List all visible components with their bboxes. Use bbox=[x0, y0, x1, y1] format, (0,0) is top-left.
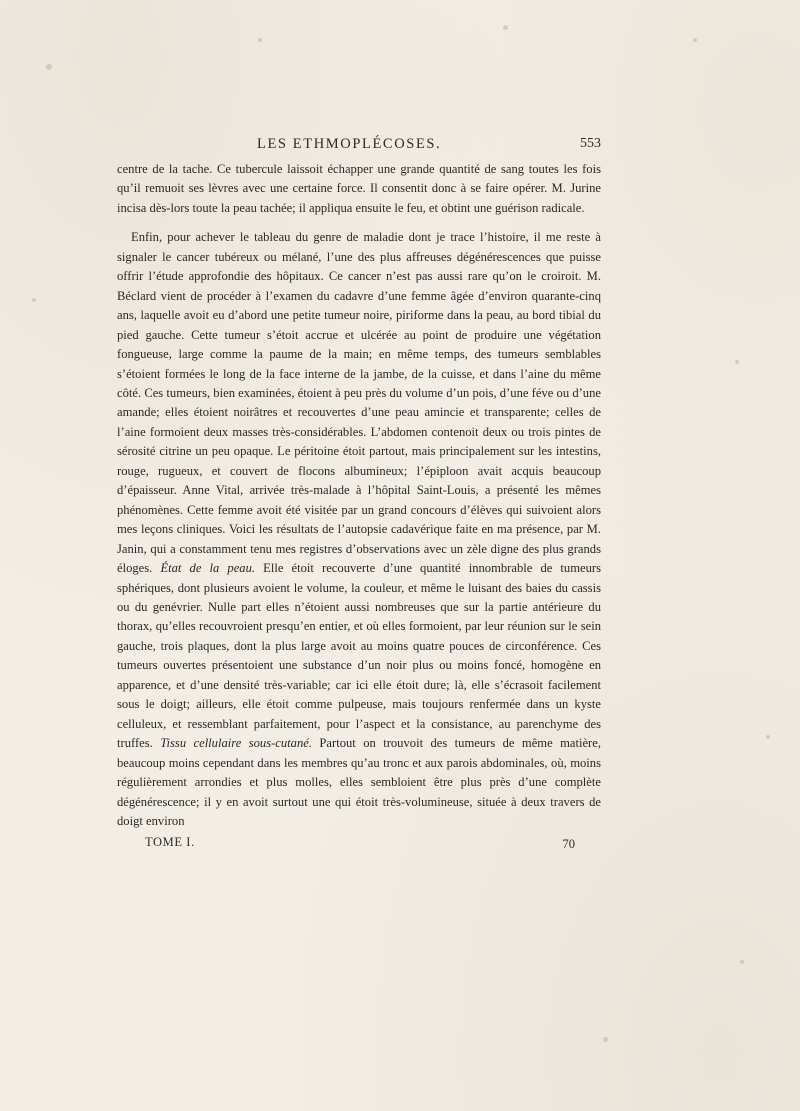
foxing-spot bbox=[32, 298, 36, 302]
foxing-spot bbox=[766, 735, 770, 739]
italic-emphasis: État de la peau. bbox=[160, 561, 256, 576]
paragraph-text: Enfin, pour achever le tableau du genre de maladie dont je trace l’histoire, il me reste à signaler le cancer tubéreux ou mélané, l’une des plus affreuses dégénérescences que puisse offrir l’étude approfondie des hôpitaux. Ce cancer n’est pas aussi rare qu’on le croiroit. M. Béclard vient de procéder à l’examen du cadavre d’une femme âgée d’environ quarante-cinq ans, laquelle avoit eu d’abord une petite tumeur noire, piriforme dans la peau, au bord tibial du pied gauche. Cette tumeur s’étoit accrue et ulcérée au point de produire une végétation fongueuse, large comme la paume de la main; en même temps, des tumeurs semblables s’étoient formées le long de la face interne de la jambe, de la cuisse, et dans l’aine du même côté. Ces tumeurs, bien examinées, étoient à peu près du volume d’un pois, d’une féve ou d’une amande; elles étoient noirâtres et recouvertes d’une peau amincie et transparente; celles de l’aine formoient deux masses très-considérables. L’abdomen contenoit deux ou trois pintes de sérosité citrine un peu opaque. Le péritoine étoit partout, mais principalement sur les intestins, rouge, rugueux, et couvert de flocons albumineux; l’épiploon avait acquis beaucoup d’épaisseur. Anne Vital, arrivée très-malade à l’hôpital Saint-Louis, a présenté les mêmes phénomènes. Cette femme avoit été visitée par un grand concours d’élèves qui suivoient alors mes leçons cliniques. Voici les résultats de l’autopsie cadavérique faite en ma présence, par M. Janin, qui a constamment tenu mes registres d’observations avec un zèle digne des plus grands éloges. bbox=[117, 230, 601, 576]
foxing-spot bbox=[740, 960, 744, 964]
body-text bbox=[117, 160, 601, 831]
foxing-spot bbox=[46, 64, 52, 70]
paragraph bbox=[117, 228, 601, 831]
paragraph-text: Partout on trouvoit des tumeurs de même matière, beaucoup moins cependant dans les membres qu’au tronc et aux parois abdominales, où, moins régulièrement arrondies et plus molles, elles sembloient être plus près d’une complète dégénérescence; il y en avoit surtout une qui étoit très-volumineuse, située à deux travers de doigt environ bbox=[117, 736, 601, 828]
foxing-spot bbox=[258, 38, 262, 42]
page-footer bbox=[145, 835, 575, 855]
page-header bbox=[117, 136, 601, 156]
foxing-spot bbox=[603, 1037, 608, 1042]
signature-mark: 70 bbox=[562, 837, 575, 851]
foxing-spot bbox=[735, 360, 739, 364]
italic-emphasis: Tissu cellulaire sous-cutané. bbox=[160, 736, 313, 751]
page-number: 553 bbox=[580, 136, 601, 151]
foxing-spot bbox=[693, 38, 697, 42]
paragraph: centre de la tache. Ce tubercule laissoit échapper une grande quantité de sang toutes les fois qu’il remuoit ses lèvres avec une certaine force. Il consentit donc à se faire opérer. M. Jurine incisa dès-lors toute la peau tachée; il appliqua ensuite le feu, et obtint une guérison radicale. bbox=[117, 162, 601, 215]
running-title: LES ETHMOPLÉCOSES. bbox=[257, 136, 442, 152]
foxing-spot bbox=[503, 25, 508, 30]
paragraph-text: Elle étoit recouverte d’une quantité innombrable de tumeurs sphériques, dont plusieurs avoient le volume, la couleur, et même le luisant des baies du cassis ou du genévrier. Nulle part elles n’étoient aussi nombreuses que sur la partie antérieure du thorax, qu’elles recouvroient presqu’en entier, et où elles formoient, par leur réunion sur le sein gauche, trois plaques, dont la plus large avoit au moins quatre pouces de circonférence. Ces tumeurs ouvertes présentoient une substance d’un noir plus ou moins foncé, homogène en apparence, et d’une densité très-variable; car ici elle étoit dure; là, elle s’écrasoit facilement sous le doigt; ailleurs, elle étoit comme pulpeuse, mais toujours renfermée dans un kyste celluleux, et ressemblant parfaitement, pour l’aspect et la consistance, au parenchyme des truffes. bbox=[117, 561, 602, 751]
volume-mark: TOME I. bbox=[145, 835, 195, 849]
